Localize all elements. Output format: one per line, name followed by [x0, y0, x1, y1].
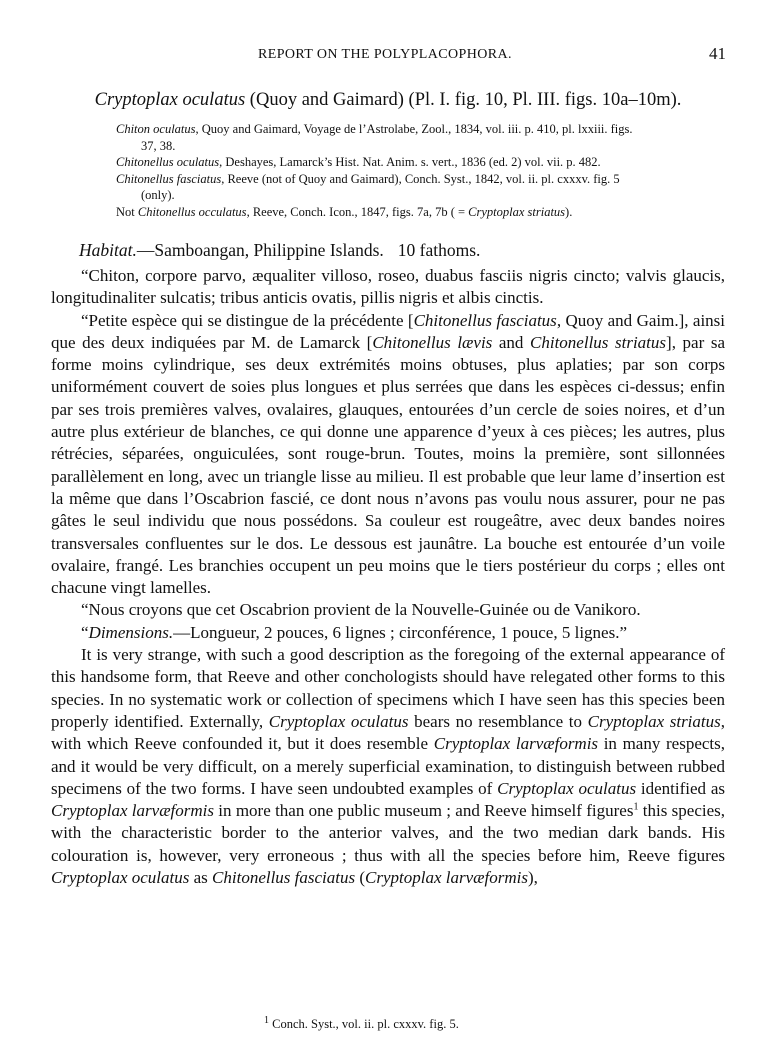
synonym-citation-end: ). [565, 204, 573, 219]
paragraph-latin-quote [51, 265, 725, 310]
text-run: this species, with the characteristic border to the anterior valves, and the two median dark bands. His colouration is, however, very erroneous ; thus with all the species before him, Reeve figures [51, 801, 726, 865]
synonym-citation-cont: (only). [141, 188, 175, 202]
synonymy-entry [116, 121, 726, 154]
habitat-line [79, 238, 719, 262]
footnote [264, 1014, 459, 1032]
habitat-label: Habitat. [79, 240, 137, 260]
text-run: ( [355, 868, 366, 888]
text-run: , with which Reeve confounded it, but it does resemble [51, 711, 725, 754]
text-run: and [492, 332, 531, 352]
taxon-name: Chitonellus striatus [530, 332, 667, 352]
taxon-name: Cryptoplax larvæformis [51, 801, 214, 821]
taxon-name: Cryptoplax larvæformis [433, 734, 599, 754]
body-text [51, 265, 725, 889]
taxon-name: Cryptoplax oculatus [497, 778, 637, 798]
text-run: bears no resemblance to [408, 711, 588, 731]
paragraph-french-quote [51, 310, 725, 600]
footnote-marker: 1 [264, 1014, 269, 1026]
synonym-citation: , Deshayes, Lamarck’s Hist. Nat. Anim. s. vert., 1836 (ed. 2) vol. vii. p. 482. [219, 155, 601, 169]
synonymy-entry [116, 154, 726, 171]
synonymy-entry [116, 171, 726, 204]
taxon-name: Cryptoplax oculatus [51, 868, 190, 888]
synonym-name: Chitonellus oculatus [116, 155, 220, 169]
taxon-name: Chitonellus fasciatus [413, 310, 557, 330]
synonym-citation: , Reeve (not of Quoy and Gaimard), Conch. Syst., 1842, vol. ii. pl. cxxxv. fig. 5 [221, 171, 620, 186]
running-head [0, 44, 776, 68]
text-run: as [189, 868, 213, 888]
footnote-text: Conch. Syst., vol. ii. pl. cxxxv. fig. 5. [269, 1017, 459, 1031]
paragraph-dimensions [51, 622, 725, 644]
paragraph-discussion [51, 644, 725, 889]
text-run: ), [527, 868, 538, 888]
text-run: It is very strange, with such a good description as the foregoing of the external appearance of this handsome form, that Reeve and other conchologists should have relegated other forms to this species. In no systematic work or collection of specimens which I have seen has this species been properly identified. Externally, [51, 645, 725, 731]
taxon-name: Cryptoplax striatus [587, 711, 721, 731]
taxon-name: Cryptoplax oculatus [268, 711, 409, 731]
running-title: REPORT ON THE POLYPLACOPHORA. [258, 47, 512, 62]
species-authority: (Quoy and Gaimard) (Pl. I. fig. 10, Pl. III. figs. 10a–10m). [245, 90, 682, 110]
taxon-name: Cryptoplax larvæformis [365, 868, 528, 888]
text-run: ], par sa forme moins cylindrique, ses deux extrémités moins obtuses, plus aplaties; par son corps uniformément couvert de soies plus longues et plus serrées que dans les espèces ci-dessus; enfin par ses trois premières valves, ovalaires, glauques, entourées d’un cercle de soies noires, et d’un autre plus extérieur de blanches, ce qui donne une apparence d’yeux à ces pièces; les autres, plus rétrécies, séparées, onguiculées, sont rouge-brun. Toutes, moins la première, sont sillonnées parallèlement en long, avec un triangle lisse au milieu. Il est probable que leur lame d’insertion est la même que dans l’Oscabrion fascié, ce dont nous n’avons pas voulu nous assurer, pour ne pas gâtes le seul individu que nous possédons. Sa couleur est rougeâtre, avec deux bandes noires transversales confluentes sur le dos. Le dessous est jaunâtre. La bouche est entourée d’un voile ovalaire, frangé. Les branchies occupent un peu moins que le tiers postérieur du corps ; elles ont chacune vingt lamelles. [51, 332, 725, 598]
page-number: 41 [709, 44, 726, 63]
text-run: in more than one public museum ; and Reeve himself figures [213, 801, 634, 821]
synonymy-entry [116, 204, 726, 221]
text-run: “Petite espèce qui se distingue de la précédente [ [81, 310, 414, 330]
text-run: identified as [636, 778, 726, 798]
synonymy-list [116, 121, 726, 220]
paragraph-origin-quote [51, 599, 725, 621]
synonym-name: Chitonellus occulatus [137, 204, 247, 219]
synonym-name: Chitonellus fasciatus [116, 171, 222, 186]
species-heading [51, 88, 725, 112]
taxon-name: Chitonellus fasciatus [212, 868, 356, 888]
synonym-name: Chiton oculatus [116, 122, 196, 136]
text-run: “ [81, 622, 89, 642]
text-run: , Quoy and Gaim.], ainsi que des deux indiquées par M. de Lamarck [ [51, 310, 726, 352]
species-name: Cryptoplax oculatus [94, 90, 246, 110]
habitat-depth: 10 fathoms. [397, 240, 481, 260]
synonym-citation-cont: 37, 38. [141, 138, 176, 153]
taxon-name: Chitonellus lævis [372, 332, 493, 352]
text-run: in many respects, and it would be very difficult, on a merely superficial examination, to distinguish between rubbed specimens of the two forms. I have seen undoubted examples of [51, 734, 726, 798]
synonym-name-2: Cryptoplax striatus [468, 204, 566, 219]
text-run: —Longueur, 2 pouces, 6 lignes ; circonférence, 1 pouce, 5 lignes.” [173, 622, 627, 642]
footnote-ref[interactable]: 1 [633, 801, 639, 813]
habitat-locality: —Samboangan, Philippine Islands. [136, 240, 384, 260]
dimensions-label: Dimensions. [88, 622, 174, 642]
synonym-prefix: Not [116, 204, 138, 219]
paragraph-text: “Nous croyons que cet Oscabrion provient de la Nouvelle-Guinée ou de Vanikoro. [81, 600, 641, 620]
synonym-citation: , Reeve, Conch. Icon., 1847, figs. 7a, 7b ( = [246, 204, 469, 219]
paragraph-text: “Chiton, corpore parvo, æqualiter villoso, roseo, duabus fasciis nigris cincto; valvis glaucis, longitudinaliter sulcatis; tribus anticis ovatis, pillis nigris et albis cinctis. [51, 266, 725, 308]
synonym-citation: , Quoy and Gaimard, Voyage de l’Astrolabe, Zool., 1834, vol. iii. p. 410, pl. lxxiii. figs. [195, 122, 633, 136]
